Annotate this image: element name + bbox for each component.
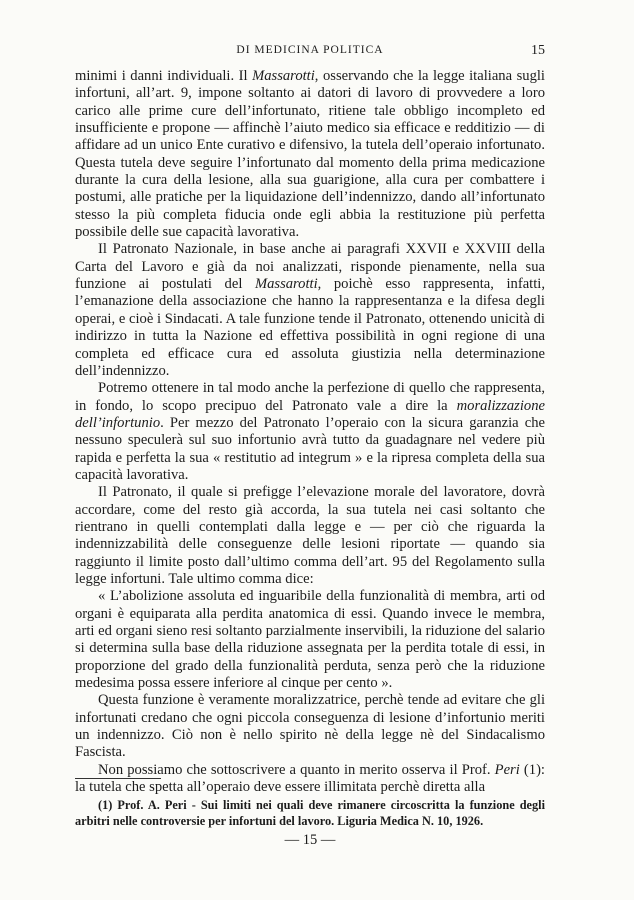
italic-text: Massarotti [254, 276, 318, 293]
paragraph [75, 380, 545, 484]
footnote: (1) Prof. A. Peri - Sui limiti nei quali deve rimanere circoscritta la funzione degli arbitri nelle controversie per infortuni del lavoro. Liguria Medica N. 10, 1926. [75, 798, 545, 828]
italic-text: Peri [494, 761, 520, 778]
text-run: Non possiamo che sottoscrivere a quanto in merito osserva il Prof. [98, 761, 495, 778]
paragraph [75, 68, 545, 241]
text-run: Il Patronato Nazionale, in base anche ai paragrafi XXVII e XXVIII della Carta del Lavoro e già da noi analizzati, risponde pienamente, nella sua funzione ai postulati del [75, 241, 545, 293]
text-run: (1): la tutela che spetta all’operaio deve essere illimitata perchè diretta alla [75, 761, 545, 796]
text-run: minimi i danni individuali. Il [75, 68, 253, 84]
text-run: , osservando che la legge italiana sugli infortuni, all’art. 9, impone soltanto ai datori di lavoro di provvedere a loro carico alle prime cure dell’infortunato, ritiene tale obbligo incompleto ed insufficiente e propone — affinchè l’aiuto medico sia efficace e redditizio — di affidare ad un unico Ente curativo e difensivo, la tutela dell’operaio infortunato. Questa tutela deve seguire l’infortunato dal momento della prima medicazione durante la cura della lesione, alla sua guarigione, alla cura per combattere i postumi, alle pratiche per la liquidazione dell’indennizzo, dando all’infortunato stesso la più completa fiducia onde egli abbia la restituzione più perfetta possibile delle sue capacità lavorativa. [75, 68, 545, 241]
paragraph [75, 692, 545, 761]
italic-text: moralizzazione dell’infortunio [75, 397, 545, 431]
text-run: Questa funzione è veramente moralizzatrice, perchè tende ad evitare che gli infortunati credano che ogni piccola conseguenza di lesione d’infortunio meriti un indennizzo. Ciò non è nello spirito nè della legge nè del Sindacalismo Fascista. [75, 692, 545, 761]
body-text [75, 68, 545, 796]
paragraph [75, 241, 545, 380]
text-run: Il Patronato, il quale si prefigge l’elevazione morale del lavoratore, dovrà accordare, come del resto già accorda, la sua tutela nei casi soltanto che rientrano in quelli contemplati dalla legge e — per ciò che riguarda la indennizzabilità delle conseguenze delle lesioni riportate — quando sia raggiunto il limite posto dall’ultimo comma dell’art. 95 del Regolamento sulla legge infortuni. Tale ultimo comma dice: [75, 484, 545, 587]
page-number: 15 [531, 43, 545, 58]
text-run: , poichè esso rappresenta, infatti, l’emanazione della associazione che hanno la rappresentanza e la difesa degli operai, e cioè i Sindacati. A tale funzione tende il Patronato, ottenendo unicità di indirizzo in tutta la Nazione ed effettiva possibilità in ogni regione di una completa ed efficace cura ed assoluta giustizia nella determinazione dell’indennizzo. [75, 276, 545, 379]
text-run: « L’abolizione assoluta ed inguaribile della funzionalità di membra, arti od organi è equiparata alla perdita anatomica di essi. Quando invece le membra, arti ed organi sieno resi soltanto parzialmente inservibili, la riduzione del salario si determina sulla base della riduzione assegnata per la perdita totale di essi, in proporzione del grado della funzionalità perduta, senza però che la riduzione medesima possa essere inferiore al cinque per cento ». [75, 588, 545, 692]
paragraph [75, 484, 545, 588]
page-header [75, 44, 545, 62]
paragraph [75, 762, 545, 797]
footnote-rule [75, 778, 161, 779]
page-footer: — 15 — [284, 832, 336, 848]
text-run: . Per mezzo del Patronato l’operaio con la sicura garanzia che nessuno speculerà sul suo infortunio avrà tutto da guadagnare nel vedere più rapida e perfetta la sua « restitutio ad integrum » e la ripresa completa della sua capacità lavorativa. [75, 414, 545, 483]
paragraph [75, 588, 545, 692]
text-run: Potremo ottenere in tal modo anche la perfezione di quello che rappresenta, in fondo, lo scopo precipuo del Patronato vale a dire la [75, 380, 545, 414]
italic-text: Massarotti [252, 68, 315, 84]
running-title: DI MEDICINA POLITICA [236, 44, 384, 56]
